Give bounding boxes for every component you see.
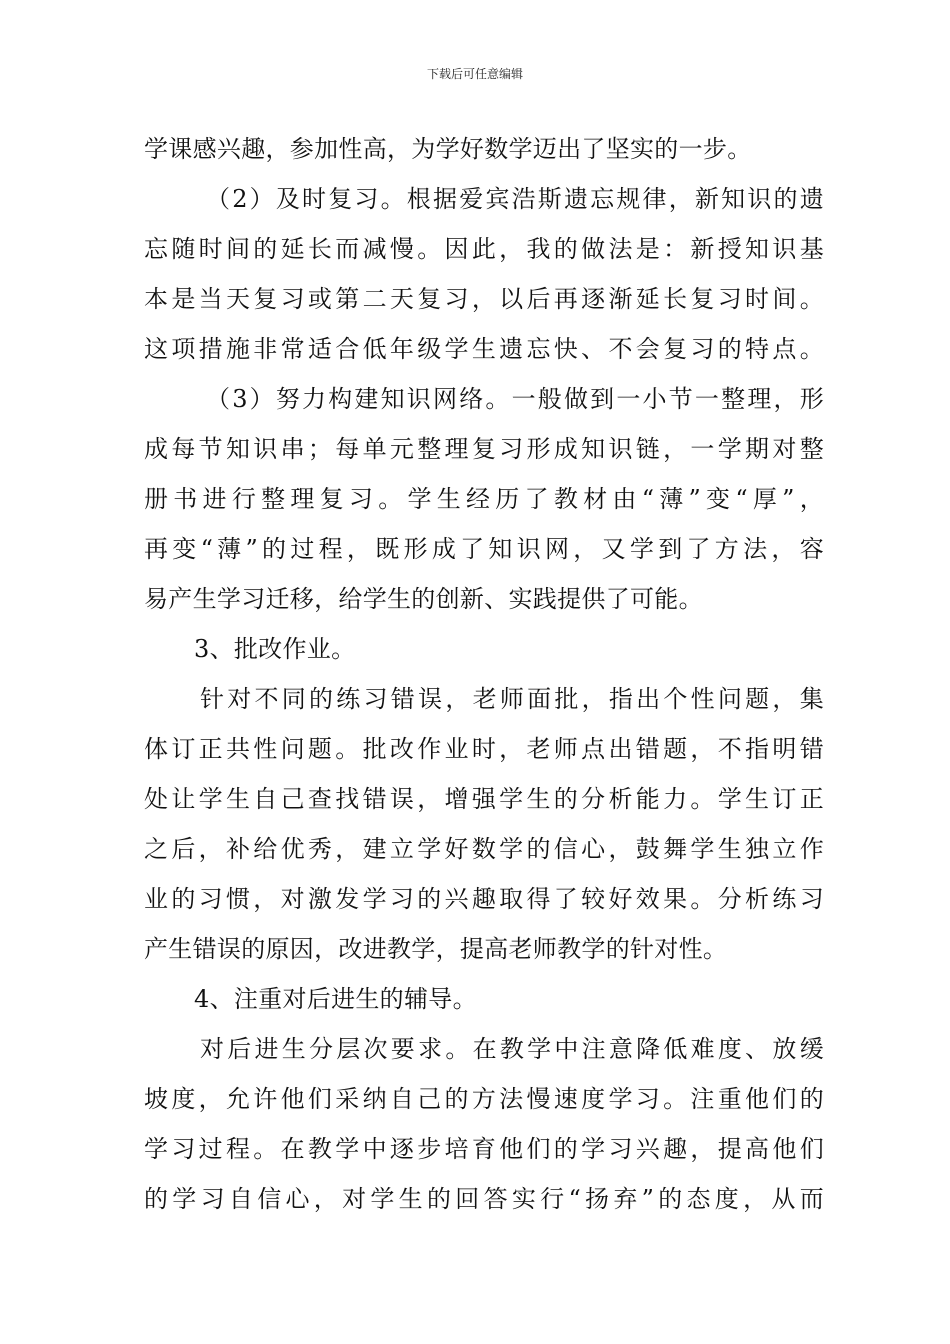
text-line: 学习过程。在教学中逐步培育他们的学习兴趣，提高他们 [144, 1135, 824, 1163]
text-line: 业的习惯，对激发学习的兴趣取得了较好效果。分析练习 [144, 885, 824, 913]
text-line: 易产生学习迁移，给学生的创新、实践提供了可能。 [144, 585, 703, 613]
text-line: 本是当天复习或第二天复习，以后再逐渐延长复习时间。 [144, 285, 824, 313]
text-line: 针对不同的练习错误，老师面批，指出个性问题，集 [200, 685, 824, 713]
text-line: 再变“薄”的过程，既形成了知识网，又学到了方法，容 [144, 535, 824, 563]
text-line: 对后进生分层次要求。在教学中注意降低难度、放缓 [200, 1035, 824, 1063]
text-line: 这项措施非常适合低年级学生遗忘快、不会复习的特点。 [144, 335, 824, 363]
section-heading: 3、批改作业。 [194, 635, 356, 663]
text-line: 坡度，允许他们采纳自己的方法慢速度学习。注重他们的 [144, 1085, 824, 1113]
text-line: 忘随时间的延长而减慢。因此，我的做法是：新授知识基 [144, 235, 824, 263]
text-line: 产生错误的原因，改进教学，提高老师教学的针对性。 [144, 935, 728, 963]
text-line: 处让学生自己查找错误，增强学生的分析能力。学生订正 [144, 785, 824, 813]
text-line: 体订正共性问题。批改作业时，老师点出错题，不指明错 [144, 735, 824, 763]
text-line: 的学习自信心，对学生的回答实行“扬弃”的态度，从而 [144, 1185, 824, 1213]
text-line: （2）及时复习。根据爱宾浩斯遗忘规律，新知识的遗 [206, 185, 824, 213]
section-heading: 4、注重对后进生的辅导。 [194, 985, 477, 1013]
page-header: 下载后可任意编辑 [426, 67, 523, 81]
text-line: 之后，补给优秀，建立学好数学的信心，鼓舞学生独立作 [144, 835, 824, 863]
text-line: （3）努力构建知识网络。一般做到一小节一整理，形 [206, 385, 824, 413]
text-line: 学课感兴趣，参加性高，为学好数学迈出了坚实的一步。 [144, 135, 752, 163]
text-line: 册书进行整理复习。学生经历了教材由“薄”变“厚”， [144, 485, 824, 513]
text-line: 成每节知识串；每单元整理复习形成知识链，一学期对整 [144, 435, 824, 463]
